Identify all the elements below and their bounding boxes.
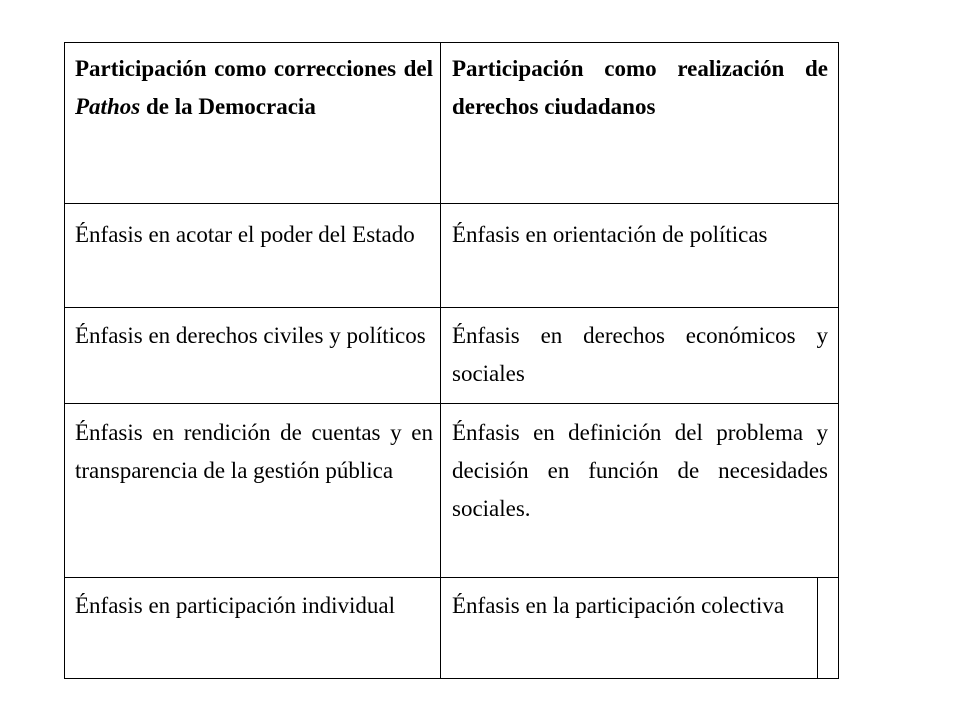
row-3-left-cell <box>75 414 433 574</box>
row-2-left-text: Énfasis en derechos civiles y políticos <box>75 323 426 348</box>
row-2-right-text: Énfasis en derechos económicos y sociales <box>452 323 828 386</box>
header-left-text: Participación como correcciones del <box>75 56 433 81</box>
header-left-text-end: de la Democracia <box>140 94 316 119</box>
header-left-cell <box>75 50 433 200</box>
row-4-right-cell <box>452 587 808 675</box>
row-2-right-cell <box>452 317 828 401</box>
row-4-right-text: Énfasis en la participación colectiva <box>452 593 785 618</box>
row-4-left-cell <box>75 587 433 675</box>
row-3-right-text: Énfasis en definición del problema y decisión en función de necesidades sociales. <box>452 420 828 521</box>
column-divider <box>440 42 441 679</box>
row-2-left-cell <box>75 317 433 401</box>
row-3-right-cell <box>452 414 828 574</box>
header-left-italic: Pathos <box>75 94 141 119</box>
row-divider-2 <box>64 307 839 308</box>
row-divider-1 <box>64 203 839 204</box>
row-1-left-cell <box>75 216 433 304</box>
row-1-right-cell <box>452 216 828 304</box>
last-row-extra-divider <box>817 577 818 679</box>
header-right-text: Participación como realización de derechos ciudadanos <box>452 56 828 119</box>
header-right-cell <box>452 50 828 200</box>
row-3-left-text: Énfasis en rendición de cuentas y en transparencia de la gestión pública <box>75 420 433 483</box>
row-divider-4 <box>64 577 839 578</box>
row-divider-3 <box>64 403 839 404</box>
row-1-right-text: Énfasis en orientación de políticas <box>452 222 768 247</box>
row-1-left-text: Énfasis en acotar el poder del Estado <box>75 222 415 247</box>
row-4-left-text: Énfasis en participación individual <box>75 593 395 618</box>
